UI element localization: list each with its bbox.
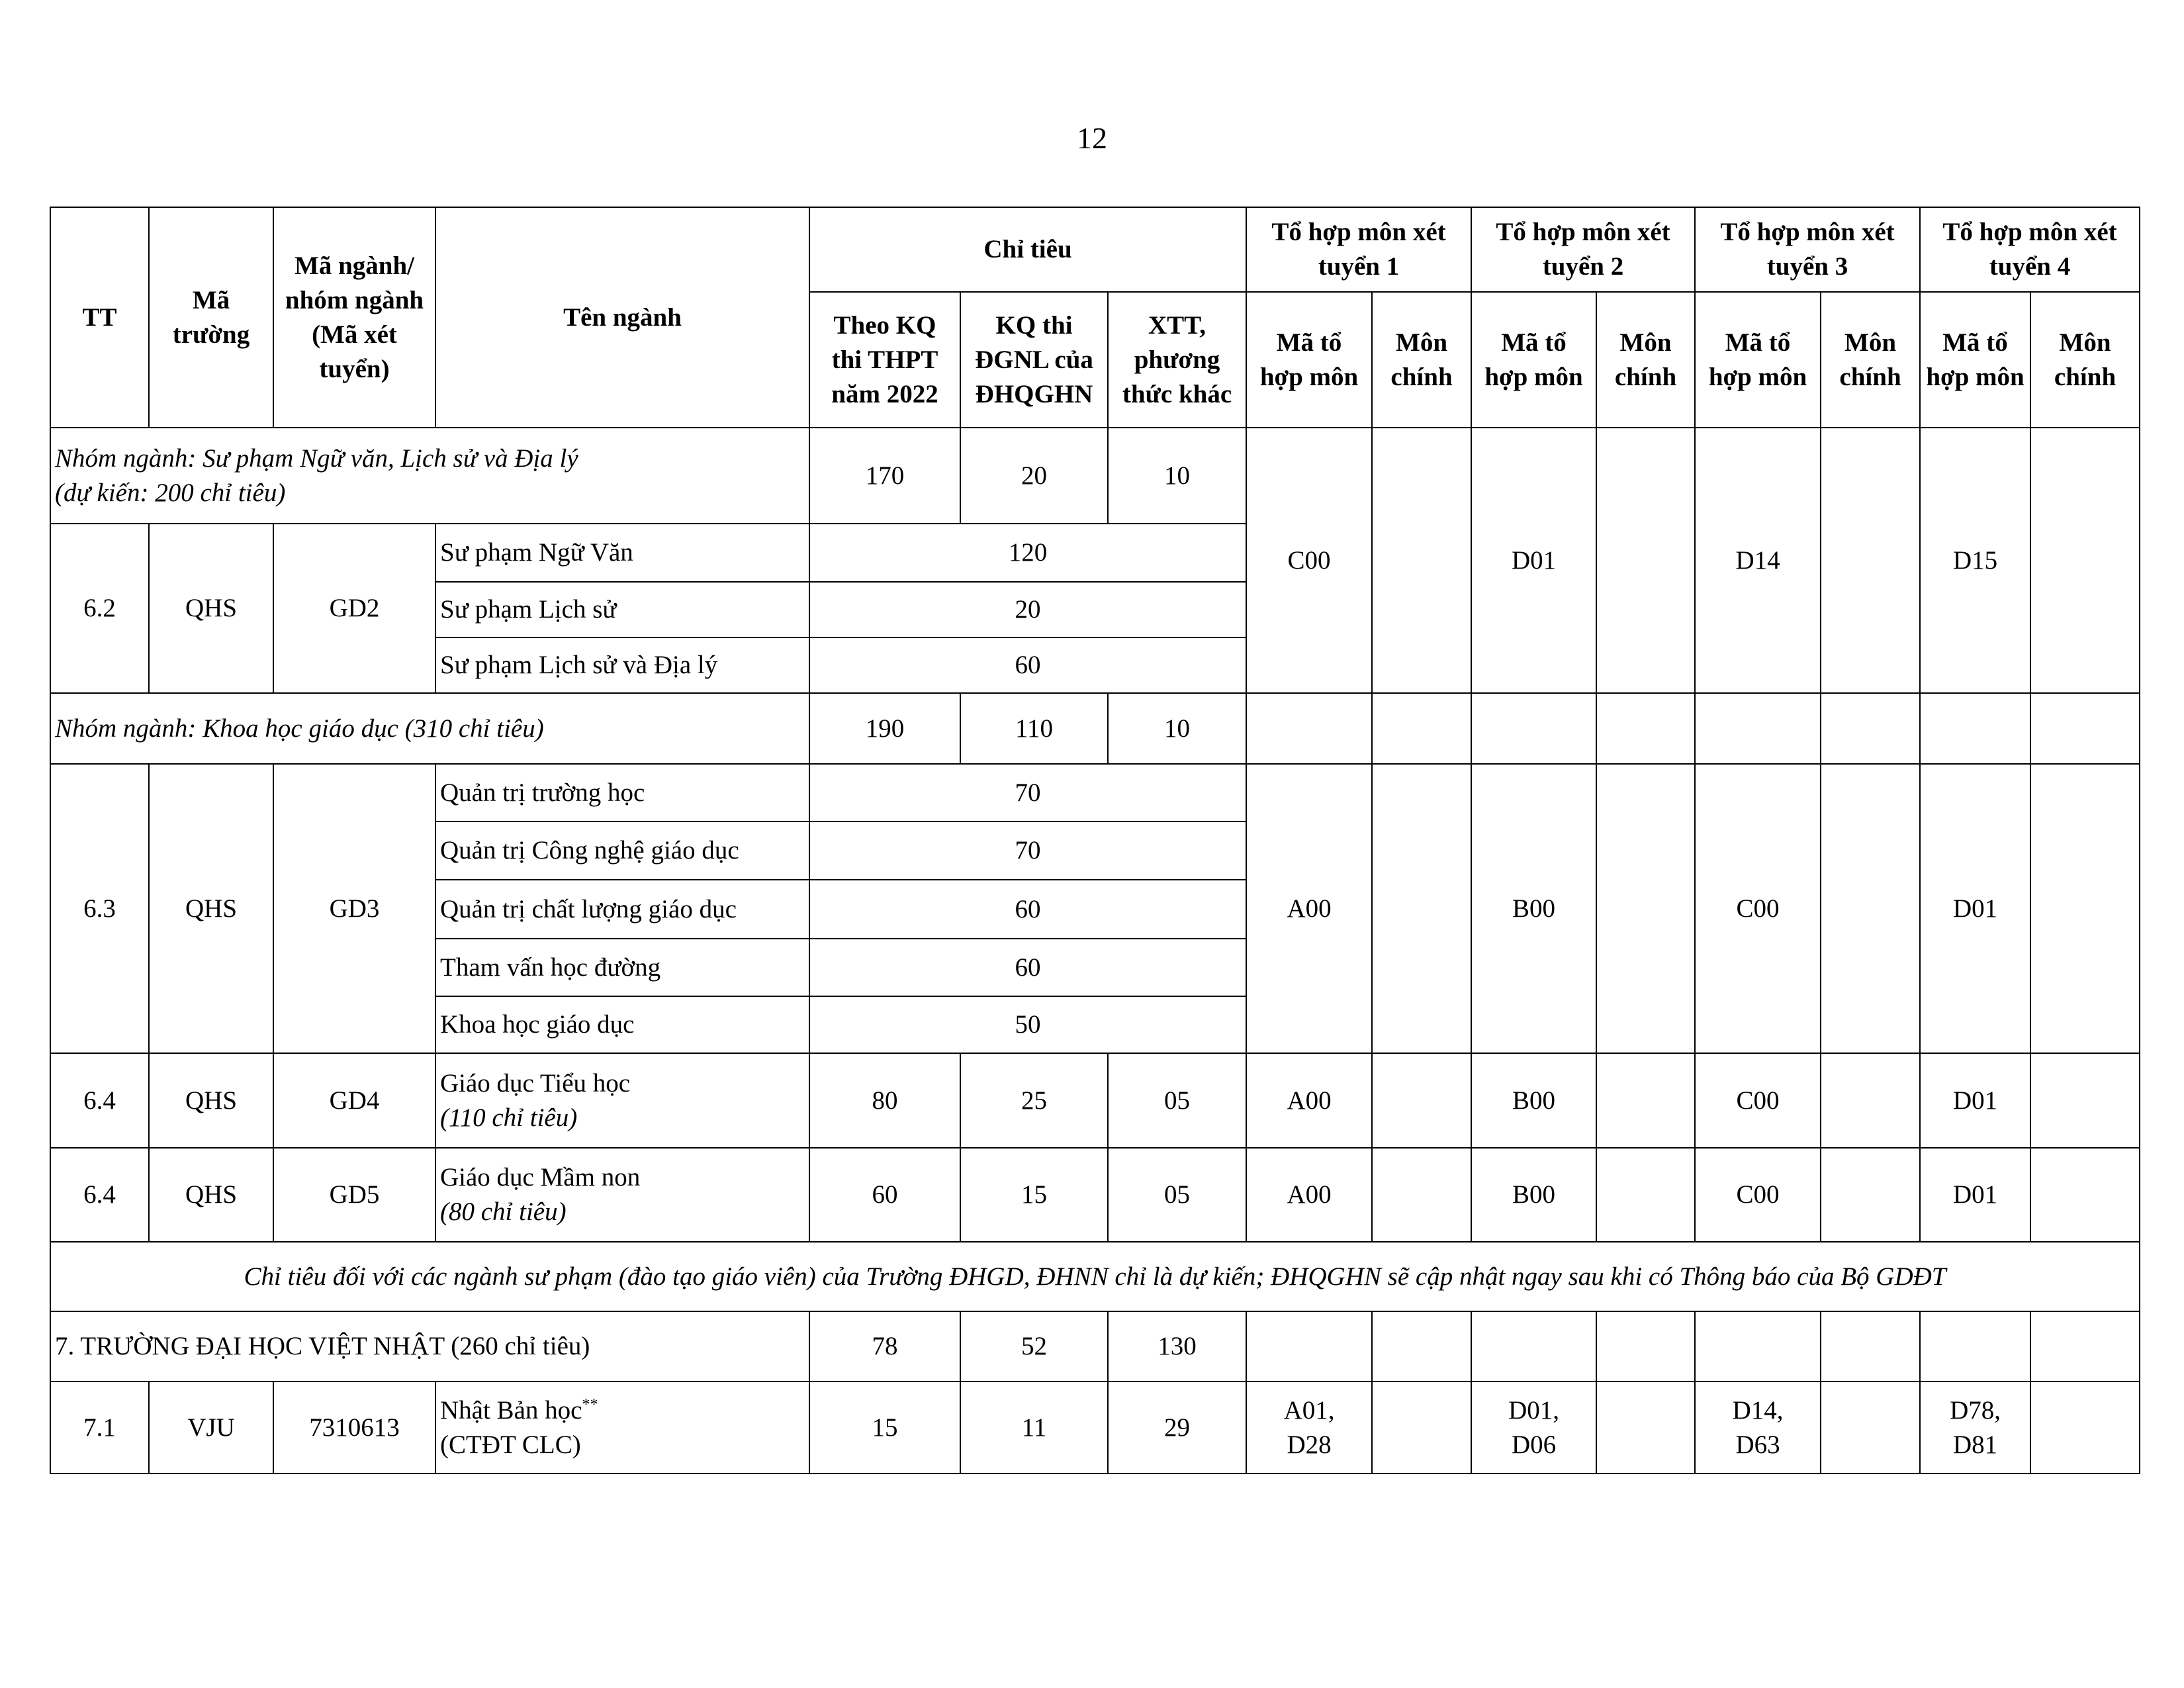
quota-dgnl: 110 <box>960 693 1108 764</box>
header-dgnl <box>960 292 1108 428</box>
major-quota: 70 <box>809 821 1246 880</box>
major-quota: 60 <box>809 637 1246 693</box>
to-hop-code <box>1471 1311 1596 1382</box>
header-line: hợp môn <box>1259 362 1359 391</box>
header-to-hop-line: Tổ hợp môn xét <box>1271 218 1446 246</box>
major-name: Sư phạm Lịch sử và Địa lý <box>435 637 809 693</box>
header-to-hop-line: tuyển 3 <box>1766 252 1848 281</box>
major-quota: 50 <box>809 996 1246 1053</box>
ma-nganh-cell: 7310613 <box>273 1382 435 1474</box>
to-hop-code <box>1471 693 1596 764</box>
quota-xtt: 29 <box>1108 1382 1246 1474</box>
mon-chinh <box>1372 764 1471 1053</box>
header-to-hop-3 <box>1695 207 1920 292</box>
major-quota-note: (80 chỉ tiêu) <box>440 1197 567 1226</box>
tt-cell: 6.4 <box>50 1053 149 1148</box>
mon-chinh <box>1821 1311 1920 1382</box>
quota-dgnl: 15 <box>960 1148 1108 1242</box>
header-ma-to-hop <box>1246 292 1372 428</box>
ma-truong-cell: QHS <box>149 764 273 1053</box>
header-to-hop-line: tuyển 4 <box>1989 252 2071 281</box>
ma-truong-cell: QHS <box>149 1053 273 1148</box>
to-hop-code-line: D06 <box>1511 1430 1557 1459</box>
major-name: Sư phạm Lịch sử <box>435 582 809 637</box>
mon-chinh <box>1372 428 1471 693</box>
header-ma-to-hop <box>1920 292 2030 428</box>
tt-cell: 7.1 <box>50 1382 149 1474</box>
to-hop-code: B00 <box>1471 1148 1596 1242</box>
tt-cell: 6.3 <box>50 764 149 1053</box>
header-dgnl-line: KQ thi <box>995 310 1073 340</box>
major-quota: 70 <box>809 764 1246 821</box>
major-name-text: Giáo dục Tiểu học <box>440 1068 631 1098</box>
mon-chinh <box>1596 428 1695 693</box>
header-ma-nganh-line: nhóm ngành <box>285 285 424 314</box>
mon-chinh <box>2030 1382 2140 1474</box>
mon-chinh <box>2030 1311 2140 1382</box>
to-hop-code-line: D14, <box>1732 1395 1784 1425</box>
mon-chinh <box>1596 764 1695 1053</box>
major-name <box>435 1053 809 1148</box>
header-thpt-line: Theo KQ <box>833 310 936 340</box>
mon-chinh <box>1372 1148 1471 1242</box>
quota-dgnl: 20 <box>960 428 1108 524</box>
footnote-marker: ** <box>582 1395 598 1413</box>
to-hop-code <box>1695 1382 1821 1474</box>
mon-chinh <box>1821 764 1920 1053</box>
mon-chinh <box>1821 1148 1920 1242</box>
mon-chinh <box>2030 1148 2140 1242</box>
group-label-line: (dự kiến: 200 chỉ tiêu) <box>55 478 286 507</box>
header-xtt-line: phương <box>1134 345 1220 374</box>
to-hop-code-line: D28 <box>1287 1430 1332 1459</box>
header-line: chính <box>1390 362 1453 391</box>
ma-nganh-cell: GD4 <box>273 1053 435 1148</box>
to-hop-code <box>1246 1382 1372 1474</box>
ma-truong-cell: QHS <box>149 1148 273 1242</box>
header-ma-to-hop <box>1471 292 1596 428</box>
header-to-hop-line: Tổ hợp môn xét <box>1720 218 1895 246</box>
quota-xtt: 05 <box>1108 1053 1246 1148</box>
header-line: Mã tổ <box>1501 328 1567 357</box>
table-row <box>50 764 2140 821</box>
to-hop-code-line: D78, <box>1950 1395 2001 1425</box>
quota-dgnl: 11 <box>960 1382 1108 1474</box>
mon-chinh <box>2030 693 2140 764</box>
quota-xtt: 10 <box>1108 428 1246 524</box>
mon-chinh <box>1372 1311 1471 1382</box>
quota-note: Chỉ tiêu đối với các ngành sư phạm (đào tạo giáo viên) của Trường ĐHGD, ĐHNN chỉ là dự kiến; ĐHQGHN sẽ cập nhật ngay sau khi có Thông báo của Bộ GDĐT <box>50 1242 2140 1311</box>
mon-chinh <box>2030 1053 2140 1148</box>
header-to-hop-line: tuyển 2 <box>1542 252 1624 281</box>
header-chi-tieu: Chỉ tiêu <box>809 207 1246 292</box>
header-line: Môn <box>1844 328 1897 357</box>
to-hop-code: C00 <box>1695 1148 1821 1242</box>
major-quota: 60 <box>809 939 1246 996</box>
quota-xtt: 05 <box>1108 1148 1246 1242</box>
mon-chinh <box>1596 1382 1695 1474</box>
to-hop-code: C00 <box>1695 764 1821 1053</box>
group-row <box>50 428 2140 524</box>
header-to-hop-line: Tổ hợp môn xét <box>1942 218 2117 246</box>
header-mon-chinh <box>1821 292 1920 428</box>
header-line: hợp môn <box>1708 362 1807 391</box>
table-row <box>50 1382 2140 1474</box>
to-hop-code <box>1471 1382 1596 1474</box>
page-number: 12 <box>1077 121 1107 155</box>
mon-chinh <box>1372 1382 1471 1474</box>
header-line: Môn <box>1619 328 1672 357</box>
table-row <box>50 1148 2140 1242</box>
header-line: chính <box>1839 362 1901 391</box>
header-to-hop-2 <box>1471 207 1695 292</box>
major-quota: 60 <box>809 880 1246 939</box>
header-to-hop-line: Tổ hợp môn xét <box>1496 218 1670 246</box>
to-hop-code <box>1920 1382 2030 1474</box>
to-hop-code <box>1920 1311 2030 1382</box>
to-hop-code-line: D01, <box>1508 1395 1559 1425</box>
ma-truong-cell: VJU <box>149 1382 273 1474</box>
to-hop-code: D01 <box>1471 428 1596 693</box>
group-label-line: Nhóm ngành: Sư phạm Ngữ văn, Lịch sử và Địa lý <box>55 444 578 473</box>
header-line: chính <box>2054 362 2116 391</box>
header-line: Môn <box>1396 328 1448 357</box>
major-name <box>435 1382 809 1474</box>
header-line: Mã tổ <box>1942 328 2008 357</box>
header-dgnl-line: ĐGNL của <box>975 345 1093 374</box>
major-quota: 120 <box>809 524 1246 582</box>
table-row <box>50 1053 2140 1148</box>
quota-thpt: 15 <box>809 1382 960 1474</box>
to-hop-code <box>1246 1311 1372 1382</box>
header-ma-to-hop <box>1695 292 1821 428</box>
to-hop-code <box>1695 1311 1821 1382</box>
to-hop-code <box>1246 693 1372 764</box>
to-hop-code: D15 <box>1920 428 2030 693</box>
to-hop-code: D01 <box>1920 764 2030 1053</box>
to-hop-code-line: D81 <box>1952 1430 1998 1459</box>
mon-chinh <box>1821 693 1920 764</box>
header-to-hop-1 <box>1246 207 1471 292</box>
admissions-quota-table <box>50 207 2140 1474</box>
header-tt: TT <box>50 207 149 428</box>
header-xtt-line: thức khác <box>1122 379 1232 408</box>
tt-cell: 6.4 <box>50 1148 149 1242</box>
header-mon-chinh <box>1372 292 1471 428</box>
quota-thpt: 190 <box>809 693 960 764</box>
to-hop-code: C00 <box>1695 1053 1821 1148</box>
group-label: Nhóm ngành: Khoa học giáo dục (310 chỉ tiêu) <box>50 693 809 764</box>
header-line: hợp môn <box>1484 362 1583 391</box>
major-name-text: Nhật Bản học <box>440 1395 582 1425</box>
mon-chinh <box>1821 1053 1920 1148</box>
major-quota: 20 <box>809 582 1246 637</box>
program-type: (CTĐT CLC) <box>440 1430 581 1459</box>
group-row <box>50 693 2140 764</box>
ma-nganh-cell: GD5 <box>273 1148 435 1242</box>
major-name: Sư phạm Ngữ Văn <box>435 524 809 582</box>
major-name-text: Giáo dục Mầm non <box>440 1163 641 1192</box>
major-quota-note: (110 chỉ tiêu) <box>440 1103 578 1132</box>
header-line: Mã tổ <box>1276 328 1342 357</box>
mon-chinh <box>1372 1053 1471 1148</box>
header-ma-truong-text: Mã trường <box>172 285 250 349</box>
to-hop-code-line: A01, <box>1283 1395 1335 1425</box>
to-hop-code: A00 <box>1246 1148 1372 1242</box>
ma-nganh-cell: GD2 <box>273 524 435 693</box>
header-ma-nganh-line: (Mã xét <box>312 320 397 349</box>
header-ten-nganh: Tên ngành <box>435 207 809 428</box>
major-name: Tham vấn học đường <box>435 939 809 996</box>
school-row <box>50 1311 2140 1382</box>
header-line: chính <box>1614 362 1677 391</box>
quota-thpt: 80 <box>809 1053 960 1148</box>
header-line: Môn <box>2059 328 2111 357</box>
major-name: Quản trị Công nghệ giáo dục <box>435 821 809 880</box>
header-mon-chinh <box>1596 292 1695 428</box>
header-mon-chinh <box>2030 292 2140 428</box>
quota-dgnl: 25 <box>960 1053 1108 1148</box>
note-row <box>50 1242 2140 1311</box>
mon-chinh <box>1596 1148 1695 1242</box>
header-thpt <box>809 292 960 428</box>
ma-nganh-cell: GD3 <box>273 764 435 1053</box>
header-xtt <box>1108 292 1246 428</box>
to-hop-code-line: D63 <box>1735 1430 1780 1459</box>
header-ma-nganh <box>273 207 435 428</box>
to-hop-code: B00 <box>1471 764 1596 1053</box>
to-hop-code: A00 <box>1246 1053 1372 1148</box>
to-hop-code: A00 <box>1246 764 1372 1053</box>
to-hop-code: D01 <box>1920 1053 2030 1148</box>
header-to-hop-4 <box>1920 207 2140 292</box>
mon-chinh <box>1821 1382 1920 1474</box>
to-hop-code: C00 <box>1246 428 1372 693</box>
to-hop-code: D14 <box>1695 428 1821 693</box>
header-thpt-line: thi THPT <box>831 345 938 374</box>
to-hop-code: D01 <box>1920 1148 2030 1242</box>
mon-chinh <box>1372 693 1471 764</box>
header-line: hợp môn <box>1926 362 2025 391</box>
quota-dgnl: 52 <box>960 1311 1108 1382</box>
school-label: 7. TRƯỜNG ĐẠI HỌC VIỆT NHẬT (260 chỉ tiêu) <box>50 1311 809 1382</box>
mon-chinh <box>1821 428 1920 693</box>
header-line: Mã tổ <box>1725 328 1791 357</box>
major-name <box>435 1148 809 1242</box>
ma-truong-cell: QHS <box>149 524 273 693</box>
header-ma-nganh-line: tuyển) <box>319 354 390 383</box>
header-dgnl-line: ĐHQGHN <box>975 379 1093 408</box>
header-xtt-line: XTT, <box>1148 310 1206 340</box>
mon-chinh <box>2030 764 2140 1053</box>
mon-chinh <box>1596 1311 1695 1382</box>
quota-xtt: 130 <box>1108 1311 1246 1382</box>
header-row-1 <box>50 207 2140 292</box>
group-label <box>50 428 809 524</box>
major-name: Quản trị trường học <box>435 764 809 821</box>
quota-xtt: 10 <box>1108 693 1246 764</box>
quota-thpt: 60 <box>809 1148 960 1242</box>
mon-chinh <box>2030 428 2140 693</box>
header-ma-nganh-line: Mã ngành/ <box>295 251 414 280</box>
header-ma-truong <box>149 207 273 428</box>
tt-cell: 6.2 <box>50 524 149 693</box>
mon-chinh <box>1596 1053 1695 1148</box>
to-hop-code <box>1920 693 2030 764</box>
header-to-hop-line: tuyển 1 <box>1318 252 1400 281</box>
major-name: Quản trị chất lượng giáo dục <box>435 880 809 939</box>
major-name: Khoa học giáo dục <box>435 996 809 1053</box>
quota-thpt: 170 <box>809 428 960 524</box>
header-thpt-line: năm 2022 <box>831 379 938 408</box>
quota-thpt: 78 <box>809 1311 960 1382</box>
mon-chinh <box>1596 693 1695 764</box>
to-hop-code: B00 <box>1471 1053 1596 1148</box>
to-hop-code <box>1695 693 1821 764</box>
